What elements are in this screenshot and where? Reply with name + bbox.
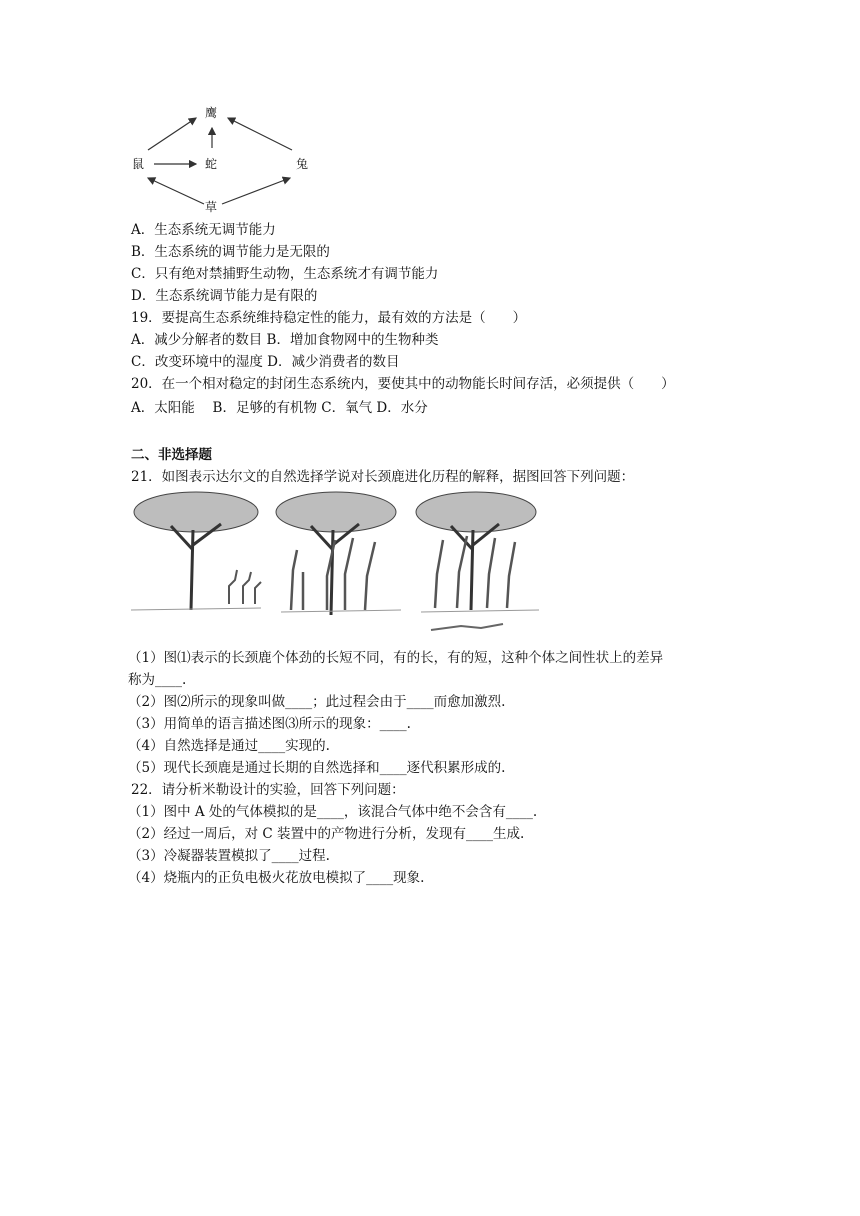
q20-options: A．太阳能 B．足够的有机物 C．氧气 D．水分 — [131, 400, 428, 416]
q20-stem: 20．在一个相对稳定的封闭生态系统内，要使其中的动物能长时间存活，必须提供（ ） — [131, 376, 675, 392]
section-title: 二、非选择题 — [131, 447, 212, 463]
food-web-arrows — [126, 104, 316, 216]
q22-part-2: （2）经过一周后，对 C 装置中的产物进行分析，发现有____生成. — [128, 826, 525, 842]
q18-option-c: C．只有绝对禁捕野生动物，生态系统才有调节能力 — [131, 266, 439, 282]
giraffe-illustration — [131, 490, 541, 640]
q21-part-5: （5）现代长颈鹿是通过长期的自然选择和____逐代积累形成的. — [128, 760, 506, 776]
q21-stem: 21．如图表示达尔文的自然选择学说对长颈鹿进化历程的解释，据图回答下列问题： — [131, 469, 635, 485]
food-web-node-hawk: 鹰 — [205, 106, 218, 120]
q18-option-a: A．生态系统无调节能力 — [131, 222, 276, 238]
q21-part-4: （4）自然选择是通过____实现的. — [128, 738, 330, 754]
q18-option-d: D．生态系统调节能力是有限的 — [131, 288, 318, 304]
q18-option-b: B．生态系统的调节能力是无限的 — [131, 244, 330, 260]
q22-stem: 22．请分析米勒设计的实验，回答下列问题： — [131, 782, 405, 798]
q21-part-1-cont: 称为____. — [128, 672, 187, 688]
food-web-node-grass: 草 — [205, 200, 218, 214]
food-web-node-snake: 蛇 — [205, 157, 218, 171]
q19-options-line-1: A．减少分解者的数目 B．增加食物网中的生物种类 — [131, 332, 439, 348]
q21-part-1: （1）图⑴表示的长颈鹿个体劲的长短不同，有的长，有的短，这种个体之间性状上的差异 — [128, 650, 664, 666]
q19-options-line-2: C．改变环境中的湿度 D．减少消费者的数目 — [131, 354, 400, 370]
giraffe-evolution-figure — [131, 490, 541, 640]
food-web-node-mouse: 鼠 — [132, 157, 145, 171]
q22-part-3: （3）冷凝器装置模拟了____过程. — [128, 848, 330, 864]
q22-part-4: （4）烧瓶内的正负电极火花放电模拟了____现象. — [128, 870, 425, 886]
q21-part-2: （2）图⑵所示的现象叫做____；此过程会由于____而愈加激烈. — [128, 694, 506, 710]
q21-part-3: （3）用简单的语言描述图⑶所示的现象：____. — [128, 716, 411, 732]
q22-part-1: （1）图中 A 处的气体模拟的是____，该混合气体中绝不会含有____. — [128, 804, 538, 820]
q19-stem: 19．要提高生态系统维持稳定性的能力，最有效的方法是（ ） — [131, 310, 527, 326]
food-web-diagram — [126, 104, 316, 216]
food-web-node-rabbit: 兔 — [296, 157, 309, 171]
